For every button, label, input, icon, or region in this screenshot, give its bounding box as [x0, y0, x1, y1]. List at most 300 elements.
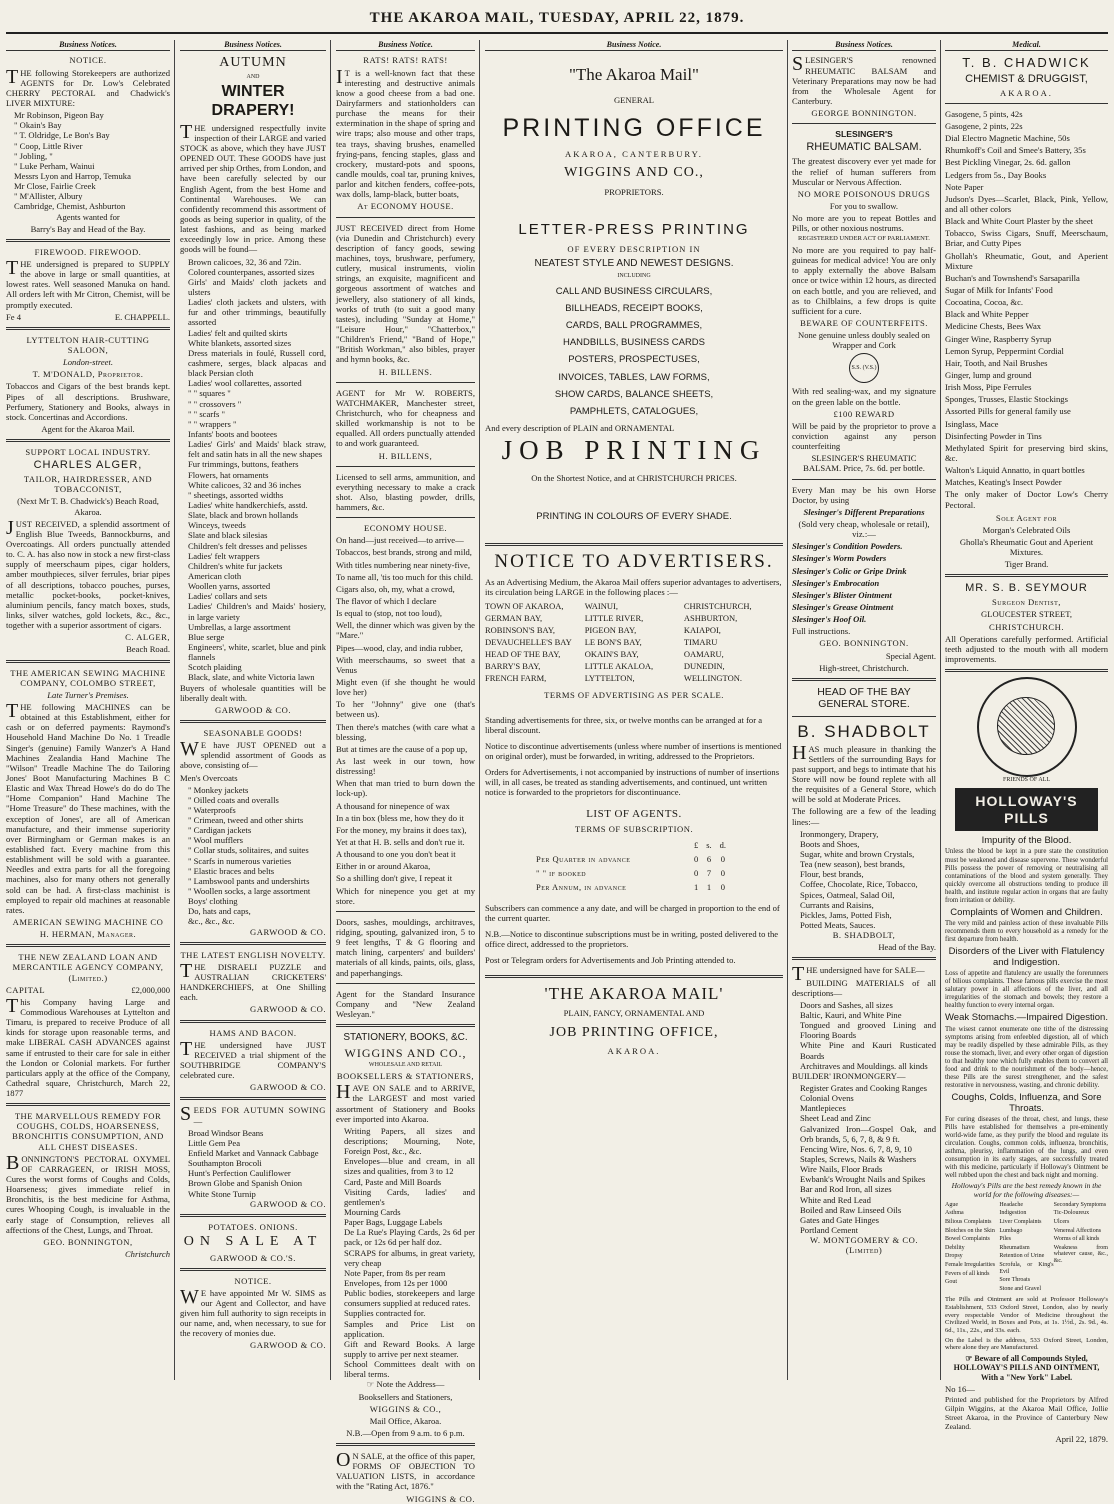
table-cell: FRENCH FARM,	[485, 673, 547, 684]
list-item: Note Paper	[945, 181, 984, 192]
drapery-list	[180, 257, 326, 683]
subscription-label: Per Quarter in advance	[535, 853, 631, 864]
divider	[792, 678, 936, 681]
list-item: " Monkey jackets	[188, 784, 249, 795]
column-rule	[479, 40, 480, 1380]
best-remedy-label: Holloway's Pills are the best remedy known in the world for the following diseases:—	[951, 1181, 1102, 1200]
list-item: SHOW CARDS, BALANCE SHEETS,	[554, 388, 714, 400]
masthead: THE AKAROA MAIL, TUESDAY, APRIL 22, 1879.	[369, 10, 745, 26]
sole-agent-list	[945, 525, 1108, 570]
akaroa-label: AKAROA.	[1000, 87, 1053, 98]
list-item: Messrs Lyon and Harrop, Temuka	[14, 170, 131, 181]
list-item: Staples, Screws, Nails & Washers	[800, 1153, 917, 1164]
list-item: Tea (new season), best brands,	[800, 859, 905, 870]
list-item: Rheumatism	[999, 1244, 1030, 1251]
list-item: Children's felt dresses and pelisses	[188, 540, 307, 551]
sewing-manager: H. HERMAN, Manager.	[39, 929, 137, 940]
section-header: Business Notice.	[336, 40, 475, 51]
table-cell: WELLINGTON.	[683, 673, 742, 684]
list-item: " Cardigan jackets	[188, 825, 252, 836]
note-line: Booksellers and Stationers,	[358, 1391, 453, 1402]
list-item: Lemon Syrup, Peppermint Cordial	[945, 345, 1064, 356]
novelty-body: THE DISRAELI PUZZLE and AUSTRALIAN CRICKETERS' HANDKERCHIEFS, at One Shilling each.	[180, 959, 326, 1003]
divider	[945, 103, 1108, 104]
table-cell: OAMARU,	[683, 649, 724, 660]
list-item: Potted Meats, Sauces.	[800, 920, 876, 930]
bonnington-signature: GEORGE BONNINGTON.	[811, 108, 917, 119]
seasonable-list	[180, 785, 326, 927]
reward-text: Will be paid by the proprietor to prove a conviction against any person counterfeiting	[792, 420, 936, 452]
list-item: Boots and Shoes,	[800, 838, 860, 849]
table-header: £	[693, 839, 699, 850]
divider	[945, 669, 1108, 672]
novelty-signature: GARWOOD & CO.	[250, 1004, 326, 1015]
divider	[336, 911, 475, 912]
list-item: Slesinger's Colic or Gripe Drink	[792, 565, 907, 576]
special-label: Special Agent.	[885, 650, 936, 661]
table-cell: DEVAUCHELLE'S BAY	[485, 637, 572, 648]
list-item: Public bodies, storekeepers and large consumers supplied at reduced rates.	[344, 1288, 475, 1309]
list-item: Boys' clothing	[188, 896, 238, 907]
product-list	[485, 286, 783, 418]
list-item: Sore Throats	[999, 1277, 1031, 1284]
list-item: Spices, Oatmeal, Salad Oil,	[800, 889, 895, 900]
section-header: Business Notices.	[792, 40, 936, 51]
list-item: Buchan's and Townshend's Sarsaparilla	[945, 272, 1080, 283]
agent-list	[6, 110, 170, 211]
rats-body: IT is a well-known fact that these interesting and destructive animals know a good cheese from a bad one. Dairyfarmers and stationholders can purchase the means for their extermination in the shape of spring and wire traps; also mouse and other traps, tea trays, shaving brushes, enamelled frying-pans, fencing staples, glass and crockery, mustard-pots and spoons, candle moulds, coal tar, pruning knives, parlor and kitchen fenders, coffee-pots, wax dolls, lamp-black, butter boats,	[336, 65, 475, 200]
diseases-columns	[945, 1202, 1108, 1295]
list-item: Mantlepieces	[800, 1103, 846, 1114]
seasonable-title: SEASONABLE GOODS!	[203, 727, 303, 738]
list-item: In a tin box (bless me, how they do it	[336, 812, 464, 823]
divider	[336, 517, 475, 518]
firewood-title: FIREWOOD. FIREWOOD.	[34, 246, 142, 257]
list-item: Disinfecting Powder in Tins	[945, 430, 1042, 441]
reward-title: £100 REWARD	[833, 408, 895, 419]
column-2	[180, 40, 326, 1380]
list-item: But at times are the cause of a pop up,	[336, 743, 468, 754]
note-address: ☞ Note the Address—	[366, 1379, 445, 1390]
list-item: Gift and Reward Books. A large supply to arrive per next steamer.	[344, 1338, 475, 1359]
balsam-title: RHEUMATIC BALSAM.	[806, 141, 922, 154]
list-item: Slesinger's Embrocation	[792, 577, 880, 588]
list-item: Isinglass, Mace	[945, 418, 999, 429]
list-item: Tic-Doloureux	[1053, 1210, 1090, 1217]
operations-body: All Operations carefully performed. Artificial teeth adjusted to the mouth with all modern improvements.	[945, 633, 1108, 665]
list-item: Pickles, Jams, Potted Fish,	[800, 909, 892, 920]
column-rule	[174, 40, 175, 1380]
issue-number: No 16—	[945, 1384, 975, 1395]
standard-body: Agent for the Standard Insurance Company and "New Zealand Wesleyan."	[336, 988, 475, 1019]
column-1	[6, 40, 170, 1380]
poem	[336, 535, 475, 906]
autumn-heading: AUTUMN	[219, 55, 287, 71]
subscription-value: 7	[706, 867, 712, 878]
list-item: Ladies' wool collarettes, assorted	[188, 378, 302, 389]
subscription-label: " " if booked	[535, 867, 587, 878]
list-item: Cambridge, Chemist, Ashburton	[14, 201, 126, 212]
list-item: Irish Moss, Pipe Ferrules	[945, 382, 1032, 393]
column-rule	[787, 40, 788, 1380]
liver-title: Disorders of the Liver with Flatulency and Indigestion.	[948, 945, 1105, 969]
list-item: Cocoatina, Cocoa, &c.	[945, 297, 1024, 308]
lyttelton-proprietor: T. M'DONALD, Proprietor.	[32, 369, 144, 380]
list-item: " Oilled coats and overalls	[188, 794, 279, 805]
list-item: Enfield Market and Vannack Cabbage	[188, 1148, 319, 1158]
list-item: White Stone Turnip	[188, 1188, 256, 1199]
list-item: Venereal Affections	[1053, 1227, 1102, 1234]
lyttelton-street: London-street.	[62, 357, 114, 368]
table-row	[536, 881, 732, 893]
list-item: " Coop, Little River	[14, 140, 83, 151]
list-item: Assorted Pills for general family use	[945, 406, 1071, 417]
remedy-body: BONNINGTON'S PECTORAL OXYMEL OF CARRAGEEN, or IRISH MOSS, Cures the worst forms of Coughs and Colds, Hoarseness; gives immediate relief in Bronchitis, is the best medicine for Asthma, cures Whooping Cough, is invaluable in the early stage of Consumption, relieves all affections of the Chest, Lungs, and Throat.	[6, 1151, 170, 1235]
list-item: Boiled and Raw Linseed Oils	[800, 1204, 902, 1215]
of-every-label: OF EVERY DESCRIPTION IN	[567, 243, 701, 254]
list-item: Samples and Price List on application.	[344, 1318, 475, 1339]
list-item: SCRAPS for albums, in great variety, very cheap	[344, 1247, 475, 1268]
notice-signature: GARWOOD & CO.	[250, 1340, 326, 1351]
note-line: WIGGINS & CO.,	[369, 1403, 442, 1414]
subscription-value: 1	[693, 881, 699, 892]
shadbolt-body: HAS much pleasure in thanking the Settlers of the surrounding Bays for past support, and begs to intimate that his Store will now be found replete with all the requisites of a General Store, which will be sold at Moderate Prices.	[792, 741, 936, 805]
beware-imitations: ☞ Beware of all Compounds Styled, HOLLOWAY'S PILLS AND OINTMENT, With a "New York" Label.	[953, 1354, 1100, 1382]
montgomery-signature: W. MONTGOMERY & CO. (Limited)	[810, 1235, 918, 1256]
table-cell: LITTLE AKALOA,	[584, 661, 654, 672]
list-item: " Luke Perham, Wainui	[14, 160, 95, 171]
registered-body: No more are you required to pay half-guineas for medical advice! You are only to apply externally the above Balsam once or twice within 12 hours, as directed on each bottle, and you are relieved, and as to Chilblains, a few drops is quite sufficient for a cure.	[792, 245, 936, 316]
list-item: Which for ninepence you get at my store.	[336, 885, 475, 906]
ironmongery-list	[792, 1083, 936, 1235]
sewing-subtitle: Late Turner's Premises.	[47, 689, 129, 700]
list-item: Baltic, Kauri, and White Pine	[800, 1009, 902, 1020]
table-row	[536, 853, 732, 865]
list-item: Hunt's Perfection Cauliflower	[188, 1168, 291, 1179]
list-item: Rhumkoff's Coil and Smee's Battery, 35s	[945, 145, 1086, 156]
list-item: Paper Bags, Luggage Labels	[344, 1217, 443, 1228]
table-cell	[536, 839, 692, 851]
received-body: JUST RECEIVED direct from Home (via Dunedin and Christchurch) every description of fancy goods, sewing machines, toys, brushware, perfumery, cutlery, musical instruments, violin strings, an exquisite, magnificent and gorgeous assortment of watches and jewellery, also stationery of all kinds, works of truth (to suit a good many tastes), including "Sunday at Home," "Leisure Hour," "Chatterbox," "Children's Friend," "Band of Hope," "British Workman," also bibles, prayer and hymn books, &c.	[336, 222, 475, 365]
list-item: Asthma	[945, 1210, 964, 1217]
list-item: Gout	[945, 1279, 957, 1286]
list-item: Yet at that H. B. sells and don't rue it.	[336, 837, 465, 847]
rats-title: RATS! RATS! RATS!	[363, 55, 448, 66]
agent-body: AGENT for Mr W. ROBERTS, WATCHMAKER, Manchester street, Christchurch, who for cheapness and skilled workmanship is not to be equalled. All orders punctually attended to and work guaranteed.	[336, 387, 475, 449]
list-item: Black and White Court Plaster by the sheet	[945, 216, 1094, 227]
store-lines	[792, 829, 936, 930]
preparation-list	[792, 541, 936, 624]
list-item: Brown calicoes, 32, 36 and 72in.	[188, 256, 302, 267]
list-item: Infants' boots and bootees	[188, 429, 278, 439]
notice-title: NOTICE.	[69, 55, 107, 66]
list-item: &c., &c., &c.	[188, 916, 235, 927]
colours-label: PRINTING IN COLOURS OF EVERY SHADE.	[536, 511, 732, 523]
divider	[485, 975, 783, 978]
list-item: Flowers, hat ornaments	[188, 469, 269, 480]
table-cell: LE BON'S BAY,	[584, 637, 642, 648]
no-more-body: No more are you to repeat Bottles and Pills, or other noxious nostrums.	[792, 213, 936, 234]
on-sale-signature: GARWOOD & CO.'S.	[210, 1252, 296, 1263]
subscription-label: Per Annum, in advance	[535, 881, 627, 892]
list-item: White and Red Lead	[800, 1194, 871, 1205]
hams-signature: GARWOOD & CO.	[250, 1082, 326, 1093]
list-item: Envelopes, from 12s per 1000	[344, 1277, 448, 1288]
list-item: Ladies' felt and quilted skirts	[188, 327, 288, 338]
printed-by: Printed and published for the Proprietors by Alfred Gilpin Wiggins, at the Akaroa Mail Office, Jollie Street Akaroa, in the Province of Canterbury New Zealand.	[945, 1395, 1108, 1431]
divider	[792, 479, 936, 480]
table-cell: DUNEDIN,	[683, 661, 725, 672]
list-item: Scotch plaiding	[188, 662, 242, 673]
list-item: Card, Paste and Mill Boards	[344, 1176, 442, 1187]
table-cell: BARRY'S BAY,	[485, 661, 541, 672]
list-item: Mr Close, Fairlie Creek	[14, 181, 96, 192]
stationery-list	[336, 1126, 475, 1380]
list-item: Sugar, white and brown Crystals,	[800, 849, 915, 860]
divider	[180, 1214, 326, 1217]
divider	[336, 983, 475, 984]
list-item: White blankets, assorted sizes	[188, 337, 292, 348]
table-cell: TOWN OF AKAROA,	[485, 601, 564, 612]
seymour-title: MR. S. B. SEYMOUR	[965, 582, 1088, 595]
letterpress-title: LETTER-PRESS PRINTING	[518, 220, 750, 238]
section-header: Medical.	[945, 40, 1108, 51]
sewing-signature: AMERICAN SEWING MACHINE CO	[12, 916, 164, 927]
list-item: " Crimean, tweed and other shirts	[188, 815, 304, 826]
wholesale-label: WHOLESALE AND RETAIL	[368, 1062, 443, 1069]
mens-label: Men's Overcoats	[180, 772, 238, 783]
notice-advertisers-title: NOTICE TO ADVERTISERS.	[494, 550, 774, 572]
list-item: Walton's Liquid Annatto, in quart bottles	[945, 465, 1085, 476]
nz-loan-body: This Company having Large and Commodious Warehouses at Lyttelton and Timaru, is prepared to receive Produce of all kinds for storage upon reasonable terms, and make LIBERAL CASH ADVANCES against same if entrusted to their care for sale in either the London or Colonial markets. For further particulars apply at the office of the Company, Cathedral square, Christchurch, March 22, 1877	[6, 994, 170, 1099]
list-item: Stone and Gravel	[999, 1285, 1041, 1292]
divider	[6, 944, 170, 947]
list-item: Worms of all kinds	[1053, 1236, 1100, 1243]
agent-signature: H. BILLENS,	[378, 450, 433, 461]
every-other-label: And every description of PLAIN and ORNAMENTAL	[485, 423, 675, 434]
location-label: AKAROA, CANTERBURY.	[565, 149, 703, 160]
list-item: When that man tried to burn down the lock-up).	[336, 778, 475, 799]
alger-name: CHARLES ALGER,	[33, 459, 143, 472]
stationery-body: HAVE ON SALE and to ARRIVE, the LARGEST and most varied assortment of Stationery and Books ever imported into Akaroa.	[336, 1081, 475, 1124]
table-cell: CHRISTCHURCH,	[683, 601, 752, 612]
list-item: Female Irregularities	[945, 1262, 996, 1269]
chemist-label: CHEMIST & DRUGGIST,	[965, 72, 1088, 85]
list-item: " Wool mufflers	[188, 835, 244, 846]
list-item: Slate and black silesias	[188, 530, 268, 541]
pills-note: The Pills and Ointment are sold at Professor Holloway's Establishment, 533 Oxford Street, London, also by nearly every respectable Vendor of Medicine throughout the Civilized World, in Boxes and Pots, at 1s. 1½d., 2s. 9d., 4s. 6d., 11s., 22s., and 33s. each.	[945, 1296, 1108, 1335]
divider	[336, 466, 475, 467]
divider	[792, 716, 936, 717]
building-label: BUILDING MATERIALS of all descriptions—	[792, 977, 936, 998]
table-cell: PIGEON BAY,	[584, 625, 637, 636]
diseases-column	[999, 1202, 1053, 1295]
list-item: " Scarfs in numerous varieties	[188, 855, 292, 866]
list-item: Winceys, tweeds	[188, 520, 246, 531]
list-item: Gasogene, 5 pints, 42s	[945, 108, 1023, 119]
nz-loan-title: THE NEW ZEALAND LOAN AND MERCANTILE AGENCY COMPANY, (Limited.)	[12, 952, 164, 983]
agents-wanted: Agents wanted for	[56, 211, 120, 222]
list-item: Black and White Pepper	[945, 309, 1029, 320]
list-item: A thousand to one you don't beat it	[336, 849, 456, 860]
table-cell: WAINUI,	[584, 601, 618, 612]
table-cell: HEAD OF THE BAY,	[485, 649, 561, 660]
list-item: " " squares "	[188, 388, 231, 399]
list-item: Galvanized Iron—Gospel Oak, and Orb brands, 5, 6, 7, 8, & 9 ft.	[800, 1123, 936, 1144]
list-item: Little Gem Pea	[188, 1137, 241, 1148]
list-item: A thousand for ninepence of wax	[336, 800, 450, 811]
list-item: Slesinger's Grease Ointment	[792, 601, 894, 612]
licensed-body: Licensed to sell arms, ammunition, and everything necessary to make a crack shot. Also, blasting powder, drills, hammers, &c.	[336, 471, 475, 513]
shadbolt-signature: B. SHADBOLT,	[832, 930, 896, 941]
divider	[336, 217, 475, 218]
sewing-title: THE AMERICAN SEWING MACHINE COMPANY, COLOMBO STREET,	[10, 667, 166, 688]
holloway-seal-image	[977, 677, 1077, 777]
list-item: CARDS, BALL PROGRAMMES,	[565, 320, 703, 332]
list-item: So a shilling don't give, I repeat it	[336, 873, 453, 884]
list-item: Sponges, Trusses, Elastic Stockings	[945, 394, 1068, 405]
potatoes-title: POTATOES. ONIONS.	[208, 1221, 298, 1232]
list-item: Coffee, Chocolate, Rice, Tobacco,	[800, 879, 918, 890]
firewood-date: Fe 4	[6, 311, 22, 322]
beware-body: None genuine unless doubly sealed on Wrapper and Cork	[798, 330, 930, 351]
list-item: Tongued and grooved Lining and Flooring Boards	[800, 1020, 936, 1041]
divider	[6, 660, 170, 663]
list-item: Colored counterpanes, assorted sizes	[188, 266, 315, 277]
alger-trade: TAILOR, HAIRDRESSER, AND TOBACCONIST,	[23, 474, 153, 495]
list-item: Either in or around Akaroa,	[336, 861, 431, 872]
list-item: Ladies' Girls' and Maids' black straw, felt and satin hats in all the new shapes	[188, 439, 326, 460]
doors-body: Doors, sashes, mouldings, architraves, ridging, spouting, galvanized iron, 5 to 9 feet lengths, T & G flooring and match lining, carpenters' and builders' materials of all kinds, paints, oils, glass, and paperhangings.	[336, 916, 475, 978]
balsam-body: The greatest discovery ever yet made for the relief of human sufferers from Muscular or Nervous Affection.	[792, 156, 936, 187]
coughs-body: For curing diseases of the throat, chest, and lungs, these Pills have established for themselves a pre-eminently world-wide fame, as they purify the blood and regulate its circulation. Coughs, common colds, influenza, bronchitis, asthma, pleurisy, inflammation of the lungs, and even consumption in its early stages, are successfully treated with this medicine, particularly if Holloway's Ointment be well rubbed upon the chest and back night and morning.	[945, 1116, 1108, 1180]
advertising-body: As an Advertising Medium, the Akaroa Mail offers superior advantages to advertisers, its circulation being LARGE in the following places :—	[485, 577, 782, 598]
sale-intro: THE undersigned have for SALE—	[792, 963, 925, 986]
list-item: On hand—just received—to arrive—	[336, 535, 464, 546]
list-item: Blotches on the Skin	[945, 1227, 995, 1234]
table-row	[485, 624, 783, 636]
list-item: " Woollen socks, a large assortment	[188, 886, 311, 897]
winter-heading: WINTER DRAPERY!	[211, 83, 295, 119]
divider	[792, 957, 936, 960]
notice-body: WE have appointed Mr W. SIMS as our Agent and Collector, and have given him full authority to sign receipts in our name, and, when necessary, to sue for the recovery of monies due.	[180, 1285, 326, 1339]
divider	[180, 1020, 326, 1023]
divider	[945, 574, 1108, 577]
novelty-title: THE LATEST ENGLISH NOVELTY.	[180, 949, 326, 960]
firewood-signature: E. CHAPPELL.	[114, 311, 170, 322]
column-rule	[330, 40, 331, 1380]
column-4	[485, 40, 783, 1380]
general-label: GENERAL	[613, 95, 655, 106]
divider	[792, 123, 936, 124]
list-item: Architraves and Mouldings. all kinds	[800, 1060, 928, 1071]
diseases-column	[945, 1202, 999, 1295]
notice-title: NOTICE.	[234, 1275, 272, 1286]
drapery-signature: GARWOOD & CO.	[215, 704, 291, 715]
list-item: POSTERS, PROSPECTUSES,	[568, 354, 700, 366]
women-title: Complaints of Women and Children.	[950, 906, 1103, 918]
list-item: Dress materials in foulé, Russell cord, cashmere, serges, black alpacas and black Persian cloth	[188, 347, 326, 379]
list-item: " Collar studs, solitaires, and suites	[188, 845, 309, 856]
drapery-outro: Buyers of wholesale quantities will be liberally dealt with.	[180, 682, 326, 703]
list-item: Slate, black and brown hollands	[188, 510, 299, 521]
notice-body: THE following Storekeepers are authorized AGENTS for Dr. Low's Celebrated CHERRY PECTORAL and Chadwick's LIVER MIXTURE:	[6, 65, 170, 108]
list-item: Slesinger's Worm Powders	[792, 553, 887, 564]
subscription-value: 0	[693, 867, 699, 878]
list-item: " " wrappers "	[188, 418, 237, 429]
list-item: Judson's Dyes—Scarlet, Black, Pink, Yellow, and all other colors	[945, 193, 1108, 214]
list-item: Writing Papers, all sizes and descriptions; Mourning, Note, Foreign Post, &c., &c.	[344, 1125, 475, 1157]
list-item: " T. Oldridge, Le Bon's Bay	[14, 130, 110, 141]
terms-label: TERMS OF ADVERTISING AS PER SCALE.	[544, 690, 724, 701]
list-item: " Waterproofs	[188, 804, 236, 815]
sole-agent-label: Sole Agent for	[995, 512, 1058, 523]
divider	[336, 1443, 475, 1446]
hams-title: HAMS AND BACON.	[209, 1027, 297, 1038]
list-item: Currants and Raisins,	[800, 899, 874, 910]
list-item: Matches, Keating's Insect Powder	[945, 477, 1062, 488]
section-header: Business Notice.	[485, 40, 783, 51]
chadwick-title: T. B. CHADWICK	[962, 55, 1091, 71]
divider	[336, 1024, 475, 1027]
ironmongery-label: BUILDER' IRONMONGERY—	[792, 1070, 906, 1081]
gloucester-label: GLOUCESTER STREET,	[980, 609, 1073, 620]
list-item: American cloth	[188, 570, 242, 581]
telegram-body: Post or Telegram orders for Advertisements and Job Printing attended to.	[485, 955, 736, 966]
and-label: AND	[246, 73, 260, 80]
publication-date: April 22, 1879.	[1055, 1433, 1108, 1444]
bottom-location: AKAROA.	[607, 1046, 661, 1057]
firm-name: WIGGINS AND CO.,	[564, 165, 704, 181]
list-item: Lumbago	[999, 1227, 1023, 1234]
list-item: Ghollah's Rheumatic, Gout, and Aperient Mixture	[945, 250, 1108, 271]
table-cell: LITTLE RIVER,	[584, 613, 644, 624]
remedy-title: THE MARVELLOUS REMEDY FOR COUGHS, COLDS, HOARSENESS, BRONCHITIS CONSUMPTION, AND ALL CHEST DISEASES.	[12, 1111, 164, 1152]
table-row	[536, 867, 732, 879]
list-item: Ewbank's Wrought Nails and Spikes	[800, 1174, 926, 1185]
different-label: Slesinger's Different Preparations	[803, 506, 925, 517]
list-agents-label: LIST OF AGENTS.	[586, 807, 682, 820]
liver-body: Loss of appetite and flatulency are usually the forerunners of bilious complaints. These famous pills exercise the most salutary power in all affections of the liver, and all irregularities of the stomach and bowels; they restore a healthy function to every internal organ.	[945, 970, 1108, 1010]
divider	[180, 942, 326, 945]
hams-body: THE undersigned have JUST RECEIVED a trial shipment of the SOUTHBRIDGE COMPANY'S celebrated cure.	[180, 1037, 326, 1081]
list-item: Ledgers from 5s., Day Books	[945, 169, 1047, 180]
divider	[6, 327, 170, 330]
note-line: Mail Office, Akaroa.	[369, 1415, 442, 1426]
alger-address: (Next Mr T. B. Chadwick's) Beach Road, Akaroa.	[17, 496, 159, 517]
list-item: De La Rue's Playing Cards, 2s 6d per pack, or 12s 6d per half doz.	[344, 1227, 475, 1248]
section-header: Business Notices.	[180, 40, 326, 51]
divider	[485, 543, 783, 546]
standing-body: Standing advertisements for three, six, or twelve months can be arranged at for a liberal discount.	[485, 714, 763, 735]
list-item: HANDBILLS, BUSINESS CARDS	[562, 337, 705, 349]
list-item: Methylated Spirit for preserving bird skins, &c.	[945, 442, 1108, 463]
subscription-value: 0	[720, 853, 725, 864]
list-item: The only maker of Doctor Low's Cherry Pectoral.	[945, 489, 1108, 510]
capital-value: £2,000,000	[131, 984, 170, 995]
list-item: Envelopes—blue and cream, in all sizes and qualities, from 3 to 12	[344, 1156, 475, 1177]
list-item: Fevers of all kinds	[945, 1270, 990, 1277]
for-you-label: For you to swallow.	[829, 200, 899, 211]
list-item: Indigestion	[999, 1210, 1027, 1217]
forms-signature: WIGGINS & CO.	[406, 1493, 475, 1504]
list-item: Debility	[945, 1244, 965, 1251]
list-item: Ladies' cloth jackets and ulsters, with fur and other trimmings, beautifully assorted	[188, 297, 326, 328]
table-cell: ROBINSON'S BAY,	[485, 625, 556, 636]
list-item: Ironmongery, Drapery,	[800, 828, 879, 839]
impurity-title: Impurity of the Blood.	[981, 835, 1072, 847]
seasonable-intro: WE have JUST OPENED out a splendid assortment of Goods as above, consisting of—	[180, 738, 326, 771]
